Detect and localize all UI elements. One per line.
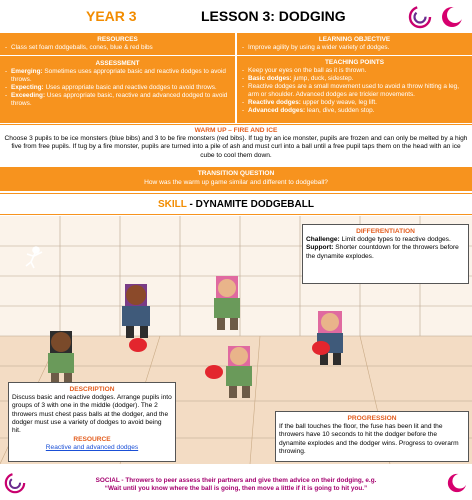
- skill-heading: SKILL - DYNAMITE DODGEBALL: [0, 193, 472, 215]
- resources-item: - Class set foam dodgeballs, cones, blue & red bibs: [5, 44, 230, 52]
- teaching-point: - Advanced dodges: lean, dive, sudden stop.: [242, 107, 467, 115]
- teaching-points-box: [237, 56, 472, 123]
- teaching-point: - Basic dodges: jump, duck, sidestep.: [242, 75, 467, 83]
- social-footer: [0, 474, 472, 500]
- teaching-point: - Reactive dodges: upper body weave, leg lift.: [242, 99, 467, 107]
- progression-text: If the ball touches the floor, the fuse has been lit and the throwers have 10 seconds to hit the dodger before the dynamite explodes and the dodger wins. Progress to overarm throwing.: [279, 423, 459, 455]
- assessment-box: [0, 56, 235, 123]
- transition-section: [0, 167, 472, 191]
- transition-text: How was the warm up game similar and different to dodgeball?: [144, 179, 328, 186]
- gym-illustration: [0, 216, 472, 464]
- resource-title: RESOURCE: [73, 436, 111, 444]
- differentiation-challenge: Challenge: Limit dodge types to reactive dodges.: [306, 236, 451, 244]
- dodgeball-icon: [312, 341, 330, 355]
- progression-panel: [275, 411, 469, 462]
- social-line-2: “Wait until you know where the ball is going, then move a little if it is going to hit you.”: [104, 485, 368, 492]
- year-label: YEAR 3: [86, 8, 137, 24]
- warmup-title: WARM UP – FIRE AND ICE: [194, 127, 278, 134]
- warmup-text: Choose 3 pupils to be ice monsters (blue bibs) and 3 to be fire monsters (red bibs). If tug by an ice monster, pupils are frozen and can only be melted by a high five from free pupils. If tug by a fire monster, pupils are turned into a pile of ash and must curl into a ball until a free pupil taps them on the head with an ice cube to cool them down.: [4, 135, 468, 159]
- description-panel: [8, 382, 176, 462]
- assessment-exceeding: - Exceeding: Uses appropriate basic, reactive and advanced dodged to avoid throws.: [5, 92, 230, 108]
- page-header: [0, 0, 472, 33]
- warmup-section: [0, 124, 472, 166]
- differentiation-title: DIFFERENTIATION: [356, 228, 415, 235]
- swirl-logo-icon: [408, 5, 432, 29]
- description-title: DESCRIPTION: [69, 386, 115, 393]
- teaching-point: - Keep your eyes on the ball as it is thrown.: [242, 67, 467, 75]
- resources-box: [0, 33, 235, 55]
- objective-title: LEARNING OBJECTIVE: [318, 36, 391, 43]
- skill-name: DYNAMITE DODGEBALL: [195, 199, 314, 210]
- assessment-expecting: - Expecting: Uses appropriate basic and reactive dodges to avoid throws.: [5, 84, 230, 92]
- transition-title: TRANSITION QUESTION: [197, 170, 275, 177]
- lesson-title: LESSON 3: DODGING: [201, 8, 346, 24]
- crescent-logo-icon: [446, 472, 468, 494]
- objective-box: [237, 33, 472, 55]
- resources-title: RESOURCES: [97, 36, 138, 43]
- objective-item: - Improve agility by using a wider variety of dodges.: [242, 44, 467, 52]
- differentiation-panel: [302, 224, 469, 284]
- teaching-point: - Reactive dodges are a small movement used to avoid a throw hitting a leg, arm or shoulder. Advanced dodges are trickier movements.: [242, 83, 467, 99]
- crescent-logo-icon: [440, 5, 464, 29]
- swirl-logo-icon: [4, 472, 26, 494]
- dodgeball-icon: [205, 365, 223, 379]
- teaching-points-title: TEACHING POINTS: [325, 59, 384, 66]
- social-line-1: SOCIAL - Throwers to peer assess their partners and give them advice on their dodging, e.g.: [95, 477, 377, 484]
- skill-label: SKILL: [158, 199, 187, 210]
- resource-link[interactable]: Reactive and advanced dodges: [45, 444, 139, 452]
- description-text: Discuss basic and reactive dodges. Arrange pupils into groups of 3 with one in the middle (dodger). The 2 throwers must chest pass balls at the dodger, and the dodger must use a variety of dodges to avoid being hit.: [12, 394, 172, 435]
- assessment-emerging: - Emerging: Sometimes uses appropriate basic and reactive dodges to avoid throws.: [5, 68, 230, 84]
- dodgeball-icon: [129, 338, 147, 352]
- assessment-title: ASSESSMENT: [95, 60, 140, 67]
- differentiation-support: Support: Shorter countdown for the throwers before the dynamite explodes.: [306, 244, 459, 260]
- progression-title: PROGRESSION: [347, 415, 397, 422]
